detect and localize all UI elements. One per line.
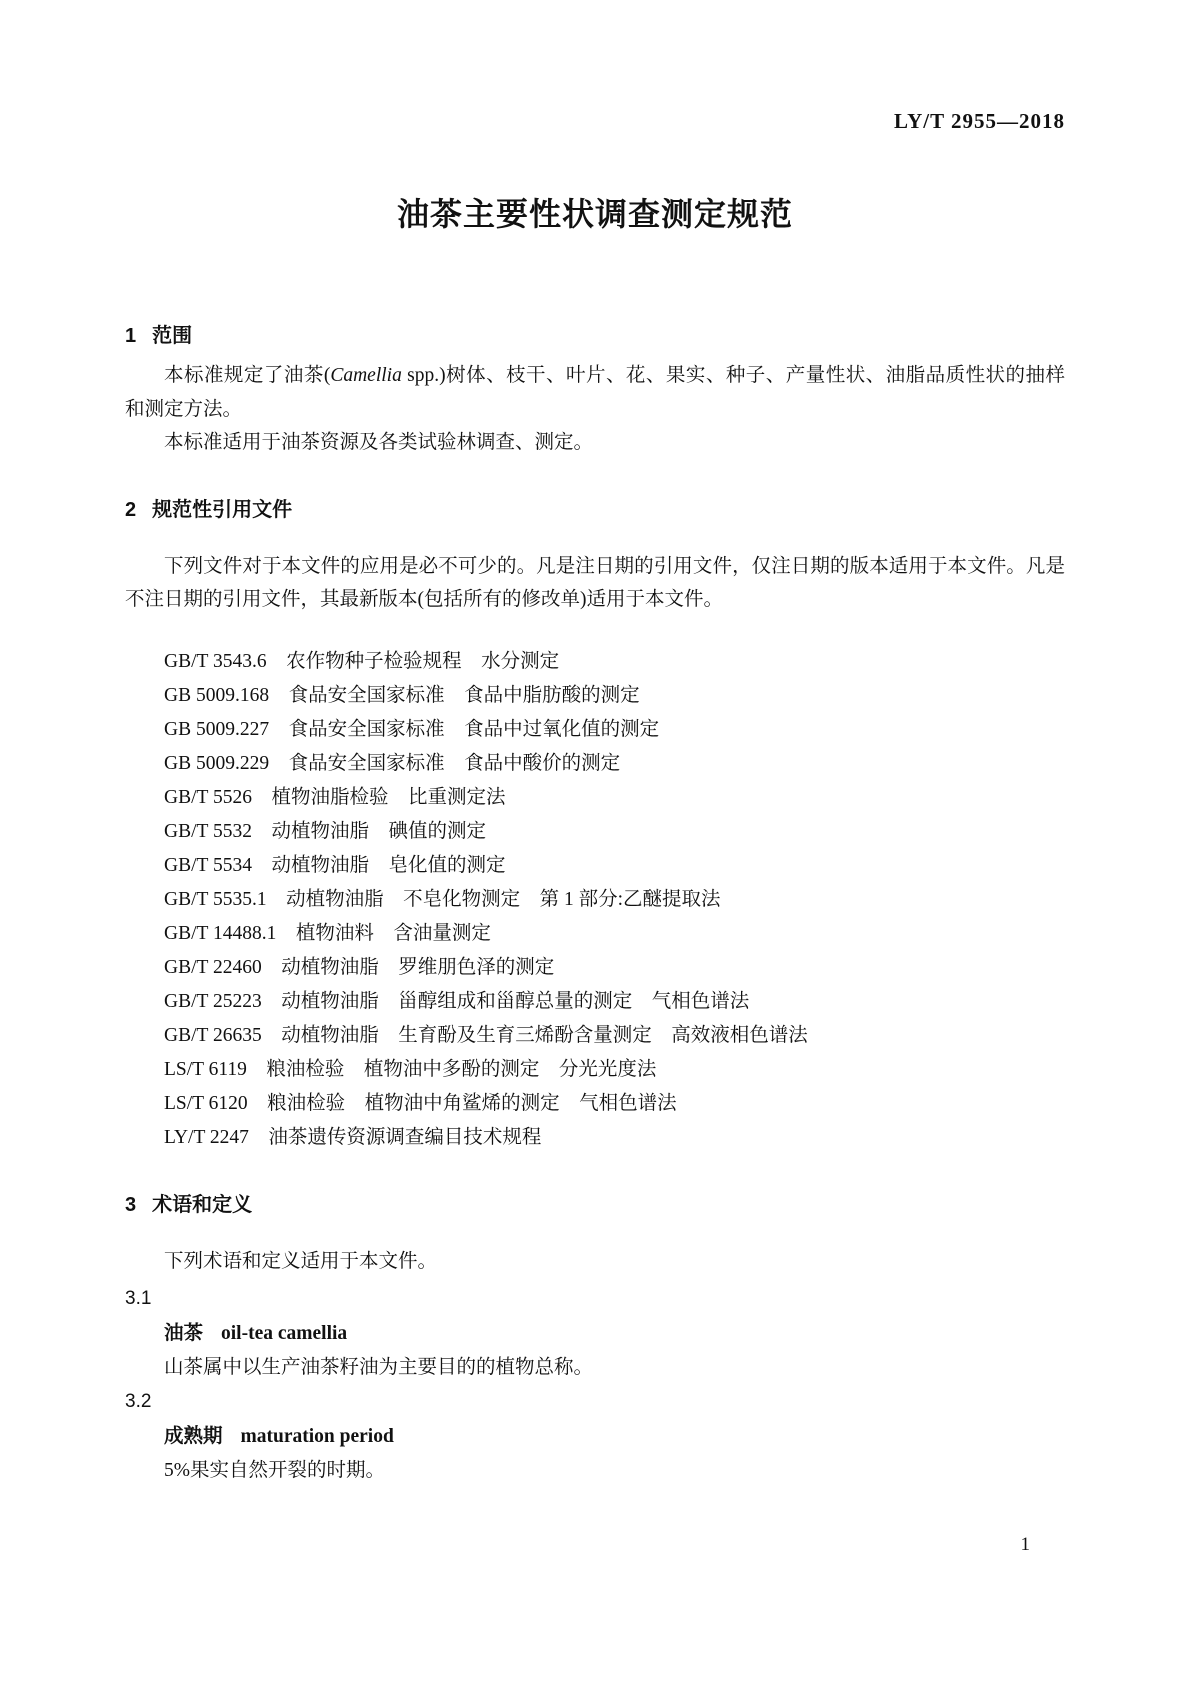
section-3-heading <box>125 1191 1065 1219</box>
term-definition: 5%果实自然开裂的时期。 <box>164 1460 385 1481</box>
reference-item: GB 5009.227 食品安全国家标准 食品中过氧化值的测定 <box>164 718 660 740</box>
terms-and-definitions <box>125 1282 1065 1488</box>
term-name-en: maturation period <box>240 1426 394 1447</box>
term-block-3-1 <box>125 1282 1065 1385</box>
section-2-heading <box>125 496 1065 524</box>
term-name-en: oil-tea camellia <box>221 1323 348 1344</box>
page-header <box>125 108 1065 134</box>
section-1-heading <box>125 322 1065 350</box>
section-1-title: 范围 <box>152 325 193 347</box>
reference-item: GB/T 5535.1 动植物油脂 不皂化物测定 第 1 部分:乙醚提取法 <box>164 888 721 910</box>
section-2-number: 2 <box>125 498 137 521</box>
scope-text-pre: 本标准规定了油茶( <box>164 365 331 386</box>
normative-references-list <box>125 645 1065 1155</box>
reference-item: GB/T 25223 动植物油脂 甾醇组成和甾醇总量的测定 气相色谱法 <box>164 990 750 1012</box>
term-number: 3.2 <box>125 1391 152 1412</box>
term-name <box>125 1419 1065 1454</box>
section-1-number: 1 <box>125 325 137 347</box>
term-name-zh: 油茶 <box>164 1322 204 1344</box>
reference-item: GB/T 5534 动植物油脂 皂化值的测定 <box>164 854 506 876</box>
reference-item: LY/T 2247 油茶遗传资源调查编目技术规程 <box>164 1126 542 1148</box>
scope-species-name: Camellia <box>330 365 402 386</box>
term-name <box>125 1316 1065 1351</box>
term-number: 3.1 <box>125 1288 152 1309</box>
reference-item: GB/T 5526 植物油脂检验 比重测定法 <box>164 786 506 808</box>
scope-text-post: spp.)树体、枝干、叶片、花、果实、种子、产量性状、油脂品质性状的抽样和测定方法。 <box>125 365 1065 420</box>
reference-item: GB 5009.168 食品安全国家标准 食品中脂肪酸的测定 <box>164 684 640 706</box>
reference-item: LS/T 6120 粮油检验 植物油中角鲨烯的测定 气相色谱法 <box>164 1092 677 1114</box>
section-3-title: 术语和定义 <box>152 1193 253 1216</box>
reference-item: GB 5009.229 食品安全国家标准 食品中酸价的测定 <box>164 752 621 774</box>
section-2-title: 规范性引用文件 <box>152 498 293 521</box>
reference-item: GB/T 5532 动植物油脂 碘值的测定 <box>164 820 486 842</box>
scope-paragraph <box>125 359 1065 426</box>
page-number: 1 <box>1020 1534 1030 1555</box>
applicability-paragraph: 本标准适用于油茶资源及各类试验林调查、测定。 <box>164 432 594 453</box>
term-name-zh: 成熟期 <box>164 1425 223 1447</box>
term-block-3-2 <box>125 1385 1065 1488</box>
normative-references-intro: 下列文件对于本文件的应用是必不可少的。凡是注日期的引用文件，仅注日期的版本适用于本文件。凡是不注日期的引用文件，其最新版本(包括所有的修改单)适用于本文件。 <box>125 555 1065 610</box>
reference-item: LS/T 6119 粮油检验 植物油中多酚的测定 分光光度法 <box>164 1058 657 1080</box>
document-title: 油茶主要性状调查测定规范 <box>396 196 793 232</box>
reference-item: GB/T 14488.1 植物油料 含油量测定 <box>164 922 491 944</box>
term-definition: 山茶属中以生产油茶籽油为主要目的的植物总称。 <box>164 1357 594 1378</box>
reference-item: GB/T 22460 动植物油脂 罗维朋色泽的测定 <box>164 956 555 978</box>
reference-item: GB/T 3543.6 农作物种子检验规程 水分测定 <box>164 650 560 672</box>
terms-intro: 下列术语和定义适用于本文件。 <box>164 1250 438 1272</box>
section-3-number: 3 <box>125 1193 137 1216</box>
standard-code: LY/T 2955—2018 <box>894 109 1065 133</box>
reference-item: GB/T 26635 动植物油脂 生育酚及生育三烯酚含量测定 高效液相色谱法 <box>164 1024 808 1046</box>
